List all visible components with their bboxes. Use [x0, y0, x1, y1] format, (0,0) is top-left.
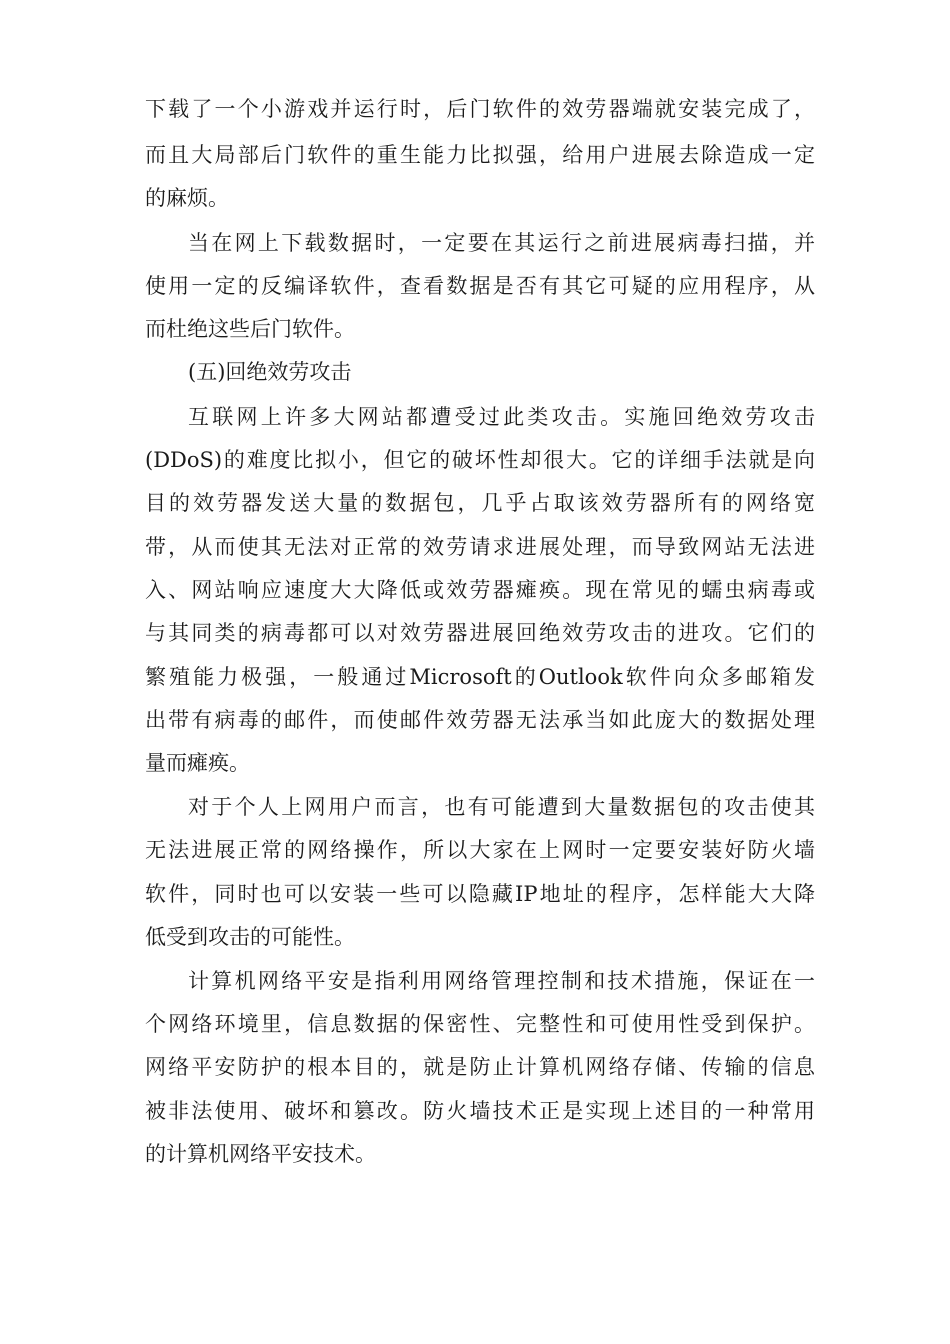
text-line: 而杜绝这些后门软件。 — [145, 317, 355, 341]
text-line: 网络平安防护的根本目的，就是防止计算机网络存储、传输的信息 — [145, 1055, 815, 1079]
text-line: 量而瘫痪。 — [145, 751, 250, 775]
text-line: 的计算机网络平安技术。 — [145, 1142, 376, 1166]
text-line: 下载了一个小游戏并运行时，后门软件的效劳器端就安装完成了， — [145, 97, 815, 121]
text-line: 无法进展正常的网络操作，所以大家在上网时一定要安装好防火墙 — [145, 838, 815, 862]
text-line: 带，从而使其无法对正常的效劳请求进展处理，而导致网站无法进 — [145, 535, 815, 559]
text-line: 而且大局部后门软件的重生能力比拟强，给用户进展去除造成一定 — [145, 143, 815, 167]
text-line: 被非法使用、破坏和篡改。防火墙技术正是实现上述目的一种常用 — [145, 1099, 815, 1123]
text-line: 与其同类的病毒都可以对效劳器进展回绝效劳攻击的进攻。它们的 — [145, 621, 815, 645]
text-line: 入、网站响应速度大大降低或效劳器瘫痪。现在常见的蠕虫病毒或 — [145, 578, 815, 602]
text-line: 目的效劳器发送大量的数据包，几乎占取该效劳器所有的网络宽 — [145, 491, 815, 515]
text-line: 低受到攻击的可能性。 — [145, 925, 355, 949]
section-heading: (五)回绝效劳攻击 — [188, 360, 352, 384]
text-line: 繁殖能力极强，一般通过Microsoft的Outlook软件向众多邮箱发 — [145, 665, 815, 689]
paragraph-first-line: 对于个人上网用户而言，也有可能遭到大量数据包的攻击使其 — [188, 795, 815, 819]
paragraph-first-line: 计算机网络平安是指利用网络管理控制和技术措施，保证在一 — [188, 969, 815, 993]
text-line: 出带有病毒的邮件，而使邮件效劳器无法承当如此庞大的数据处理 — [145, 708, 815, 732]
text-line: 使用一定的反编译软件，查看数据是否有其它可疑的应用程序，从 — [145, 274, 815, 298]
text-line: 的麻烦。 — [145, 186, 229, 210]
paragraph-first-line: 当在网上下载数据时，一定要在其运行之前进展病毒扫描，并 — [188, 231, 815, 255]
text-line: 个网络环境里，信息数据的保密性、完整性和可使用性受到保护。 — [145, 1012, 815, 1036]
paragraph-first-line: 互联网上许多大网站都遭受过此类攻击。实施回绝效劳攻击 — [188, 405, 815, 429]
text-line: (DDoS)的难度比拟小，但它的破坏性却很大。它的详细手法就是向 — [145, 448, 815, 472]
text-line: 软件，同时也可以安装一些可以隐藏IP地址的程序，怎样能大大降 — [145, 882, 815, 906]
